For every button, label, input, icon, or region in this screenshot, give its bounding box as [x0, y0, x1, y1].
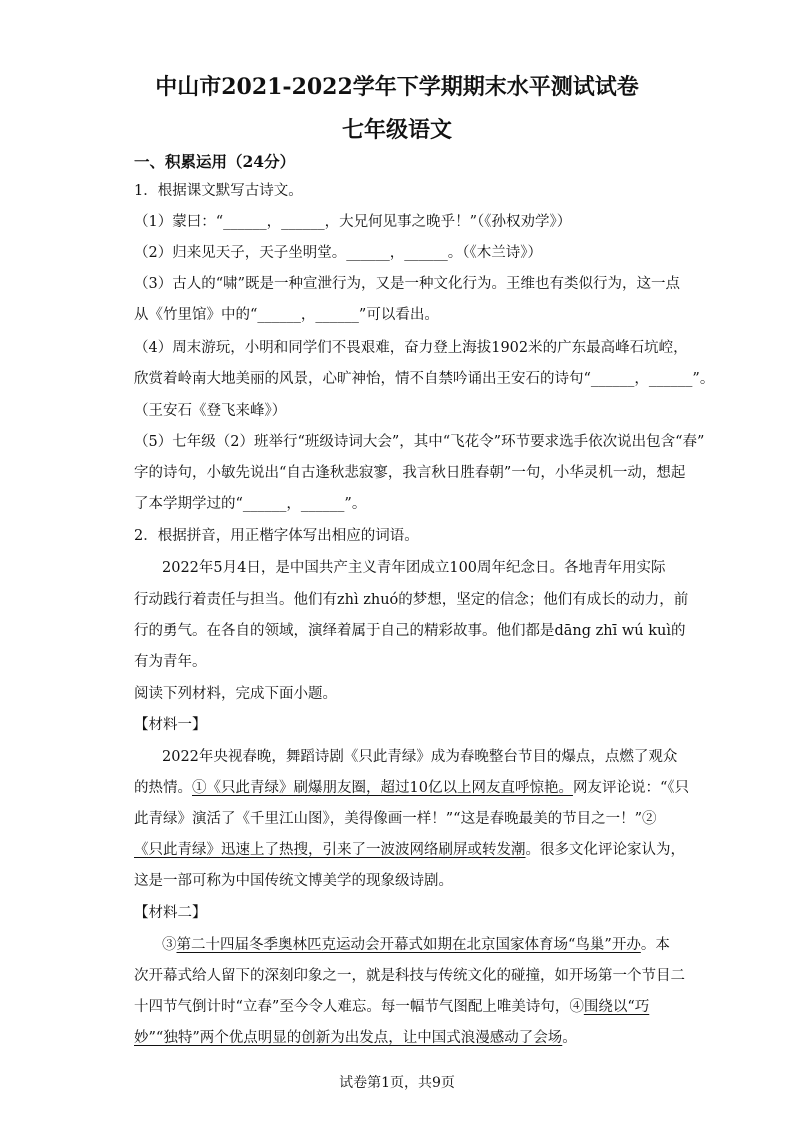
- material1-line4: [134, 840, 685, 860]
- material1-label: 【材料一】: [134, 717, 207, 733]
- material1-line2-end: 网友评论说：“《只: [572, 780, 690, 796]
- material1-line3: 此青绿》演活了《千里江山图》，美得像画一样！”“这是春晚最美的节目之一！”②: [134, 811, 657, 827]
- page-footer: 试卷第1页，共9页: [339, 1075, 455, 1091]
- material1-line1: 2022年央视春晚，舞蹈诗剧《只此青绿》成为春晚整台节目的爆点，点燃了观众: [162, 749, 678, 765]
- exam-subtitle: 七年级语文: [341, 117, 452, 143]
- q1-part5-line1: （5）七年级（2）班举行“班级诗词大会”，其中“飞花令”环节要求选手依次说出包含“春”: [134, 434, 705, 450]
- underlined-sentence-1: ①《只此青绿》刷爆朋友圈，超过10亿以上网友直呼惊艳。: [192, 780, 573, 796]
- q2-line1: 2022年5月4日，是中国共产主义青年团成立100周年纪念日。各地青年用实际: [162, 560, 666, 576]
- q1-stem: 1．根据课文默写古诗文。: [134, 183, 303, 199]
- underlined-sentence-4-start: 围绕以“巧: [583, 999, 650, 1015]
- q1-part2: （2）归来见天子，天子坐明堂。______，______。（《木兰诗》）: [134, 245, 542, 261]
- material2-label: 【材料二】: [134, 905, 207, 921]
- q1-part5-line3: 了本学期学过的“______，______”。: [134, 496, 367, 512]
- q2-stem: 2．根据拼音，用正楷字体写出相应的词语。: [134, 528, 419, 544]
- material1-line2: [134, 778, 689, 798]
- q2-line3: 行的勇气。在各自的领域，演绎着属于自己的精彩故事。他们都是dāng zhī wú kuì的: [134, 623, 686, 639]
- q1-part5-line2: 字的诗句，小敏先说出“自古逢秋悲寂寥，我言秋日胜春朝”一句，小华灵机一动，想起: [134, 465, 686, 481]
- material2-line3-start: 十四节气倒计时“立春”至今令人难忘。每一幅节气图配上唯美诗句，④: [134, 999, 584, 1015]
- exam-title: 中山市2021-2022学年下学期期末水平测试试卷: [155, 74, 639, 100]
- q1-part3-line2: 从《竹里馆》中的“______，______”可以看出。: [134, 307, 439, 323]
- underlined-sentence-2: 《只此青绿》迅速上了热搜，引来了一波波网络刷屏或转发潮: [134, 842, 526, 858]
- material1-line4-end: 。很多文化评论家认为，: [525, 842, 685, 858]
- material2-line2: 次开幕式给人留下的深刻印象之一，就是科技与传统文化的碰撞，如开场第一个节目二: [134, 968, 685, 984]
- q1-part3-line1: （3）古人的“啸”既是一种宣泄行为，又是一种文化行为。王维也有类似行为，这一点: [134, 276, 681, 292]
- q2-line4: 有为青年。: [134, 654, 207, 670]
- section-heading: 一、积累运用（24分）: [134, 152, 296, 171]
- marker-3: ③: [162, 937, 177, 953]
- material2-line4: [134, 1028, 577, 1048]
- underlined-sentence-4-end: 妙”“独特”两个优点明显的创新为出发点，让中国式浪漫感动了会场: [134, 1030, 563, 1046]
- underlined-sentence-3: 第二十四届冬季奥林匹克运动会开幕式如期在北京国家体育场“鸟巢”开办: [176, 937, 641, 953]
- material2-line4-end: 。: [562, 1030, 577, 1046]
- q1-part4-line1: （4）周末游玩，小明和同学们不畏艰难，奋力登上海拔1902米的广东最高峰石坑崆，: [134, 340, 688, 356]
- material1-line5: 这是一部可称为中国传统文博美学的现象级诗剧。: [134, 873, 453, 889]
- material2-line1: [162, 935, 670, 955]
- q2-line2: 行动践行着责任与担当。他们有zhì zhuó的梦想，坚定的信念；他们有成长的动力，前: [134, 592, 689, 608]
- material2-line1-end: 。本: [640, 937, 670, 953]
- material2-line3: [134, 997, 649, 1017]
- material1-line2-start: 的热情。: [134, 780, 192, 796]
- q1-part4-line2: 欣赏着岭南大地美丽的风景，心旷神怡，情不自禁吟诵出王安石的诗句“______，______”。: [134, 371, 715, 387]
- q1-part4-line3: （王安石《登飞来峰》）: [134, 403, 287, 419]
- reading-intro: 阅读下列材料，完成下面小题。: [134, 686, 337, 702]
- q1-part1: （1）蒙曰：“______，______，大兄何见事之晚乎！”（《孙权劝学》）: [134, 214, 572, 230]
